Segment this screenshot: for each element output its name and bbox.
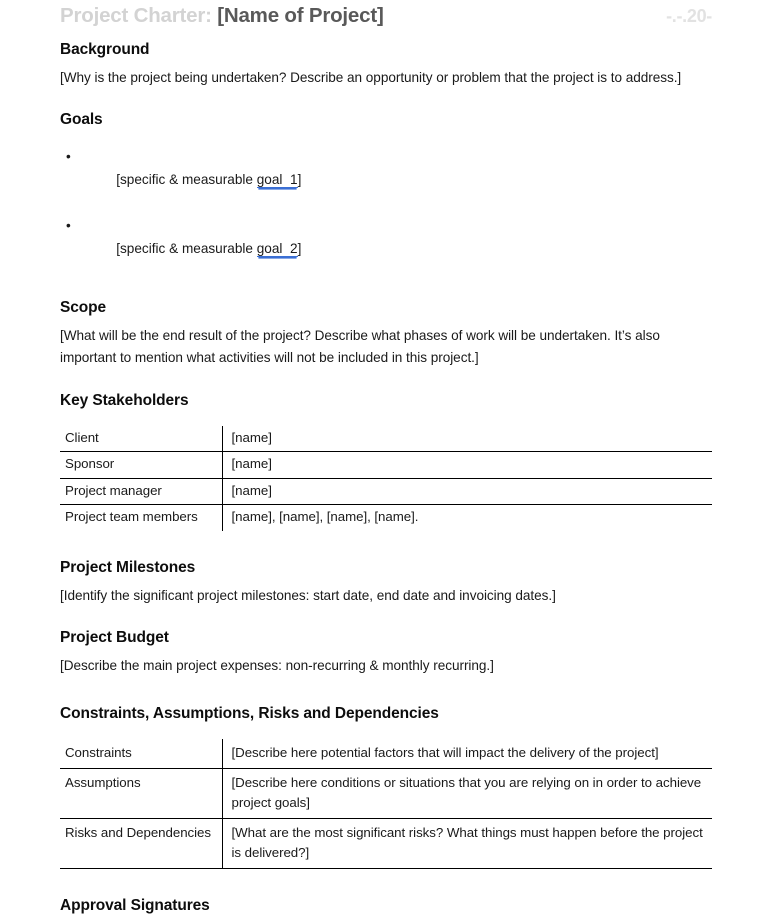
- table-row: [60, 818, 712, 868]
- bullet-icon: •: [66, 218, 71, 234]
- table-row: [60, 478, 712, 505]
- constraint-description-value[interactable]: [Describe here potential factors that will impact the delivery of the project]: [231, 745, 659, 761]
- constraint-description-value[interactable]: [What are the most significant risks? What things must happen before the project is delivered?]: [222, 818, 712, 868]
- title-line: [60, 4, 712, 28]
- stakeholder-role-label: Sponsor: [60, 452, 222, 479]
- spacer: [60, 130, 712, 145]
- project-budget-body-text: [Describe the main project expenses: non-recurring & monthly recurring.]: [60, 657, 494, 673]
- spacer: [60, 677, 712, 704]
- list-item: [60, 145, 712, 214]
- spacer: [60, 283, 712, 298]
- goal-text-marked[interactable]: goal 2: [256, 241, 298, 257]
- stakeholder-name-value[interactable]: [name]: [222, 478, 712, 505]
- title-placeholder-trailing-space: [384, 4, 395, 28]
- project-milestones-body-text: [Identify the significant project milestones: start date, end date and invoicing dates.]: [60, 587, 556, 603]
- heading-goals: Goals: [60, 111, 103, 129]
- heading-background: Background: [60, 41, 150, 58]
- list-item: [60, 214, 712, 283]
- goal-text-suffix: ]: [297, 172, 302, 188]
- constraint-category-label: Risks and Dependencies: [60, 818, 222, 868]
- heading-project-milestones: Project Milestones: [60, 558, 196, 576]
- spacer: [60, 578, 712, 585]
- goal-text-prefix: [specific & measurable: [116, 241, 257, 257]
- constraint-description-value[interactable]: [Describe here conditions or situations that you are relying on in order to achieve project goals]: [222, 768, 712, 818]
- stakeholder-role-label: Project team members: [60, 505, 222, 531]
- goal-text-prefix: [specific & measurable: [116, 172, 257, 188]
- heading-project-budget: Project Budget: [60, 628, 169, 646]
- spacer: [60, 89, 712, 110]
- spacer: [60, 411, 712, 426]
- constraint-category-label: Constraints: [60, 739, 222, 768]
- constraint-category-label: Assumptions: [60, 768, 222, 818]
- document-body: [0, 40, 758, 916]
- heading-approval-signatures: Approval Signatures: [60, 896, 210, 914]
- heading-key-stakeholders: Key Stakeholders: [60, 391, 189, 409]
- stakeholder-name-value[interactable]: [name]: [231, 429, 272, 445]
- spacer: [60, 648, 712, 655]
- bullet-icon: •: [66, 149, 71, 165]
- spacer: [60, 607, 712, 628]
- spacer: [60, 531, 712, 558]
- table-row: [60, 452, 712, 479]
- title-prefix-text: Project Charter:: [60, 4, 218, 27]
- spacer: [60, 370, 712, 391]
- table-row: [60, 505, 712, 531]
- goal-text-suffix: ]: [297, 241, 302, 257]
- stakeholder-role-label: Client: [60, 426, 222, 452]
- document-header: [0, 0, 758, 40]
- table-row: [60, 768, 712, 818]
- background-body-text: [Why is the project being undertaken? Describe an opportunity or problem that the project is to address.]: [60, 70, 682, 85]
- title-placeholder-marked[interactable]: Project]: [308, 4, 384, 27]
- table-row: [60, 426, 712, 452]
- heading-constraints-assumptions-risks: Constraints, Assumptions, Risks and Dependencies: [60, 705, 439, 723]
- spacer: [60, 60, 712, 67]
- spacer: [60, 869, 712, 896]
- key-stakeholders-table: [60, 426, 712, 531]
- scope-body-text: [What will be the end result of the project? Describe what phases of work will be undertaken. It’s also important to mention what activities will not be included in this project.]: [60, 328, 660, 366]
- goals-list: [60, 145, 712, 283]
- table-row: [60, 739, 712, 768]
- constraints-table: [60, 739, 712, 869]
- document-title: [60, 4, 395, 28]
- stakeholder-name-value[interactable]: [name], [name], [name], [name].: [222, 505, 712, 531]
- goal-text-marked[interactable]: goal 1: [256, 172, 298, 188]
- spacer: [60, 318, 712, 325]
- stakeholder-name-value[interactable]: [name]: [222, 452, 712, 479]
- spacer: [60, 724, 712, 739]
- title-placeholder-pre: [Name of: [217, 4, 309, 27]
- heading-scope: Scope: [60, 299, 107, 317]
- stakeholder-role-label: Project manager: [60, 478, 222, 505]
- document-date-placeholder: -.-.20-: [666, 6, 712, 26]
